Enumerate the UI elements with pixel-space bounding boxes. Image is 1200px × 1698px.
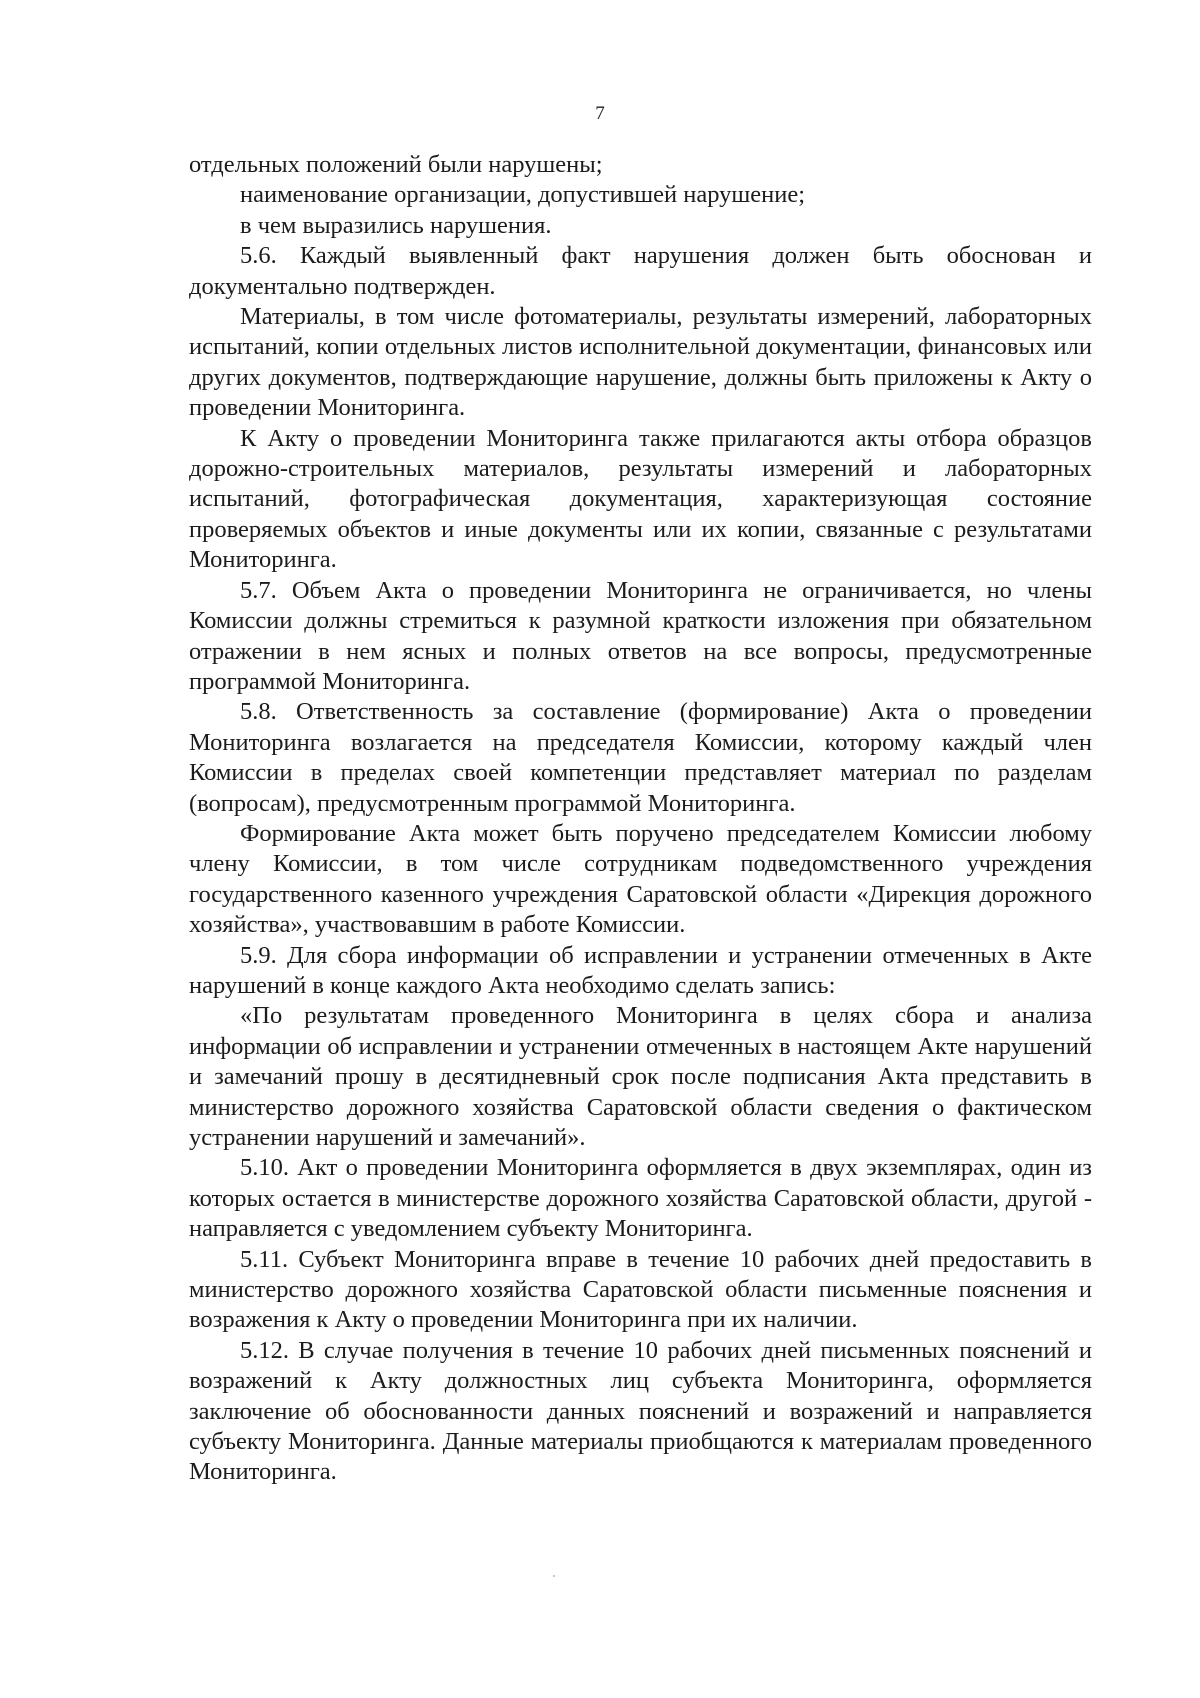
document-body [189, 150, 1092, 1488]
paragraph-attachments: К Акту о проведении Мониторинга также прилагаются акты отбора образцов дорожно-строительных материалов, результаты измерений и лабораторных испытаний, фотографическая документация, характеризующая состояние проверяемых объектов и иные документы или их копии, связанные с результатами Мониторинга. [189, 424, 1092, 574]
paragraph-5-6: 5.6. Каждый выявленный факт нарушения должен быть обоснован и документально подтвержден. [189, 242, 1092, 300]
paragraph-5-12: 5.12. В случае получения в течение 10 рабочих дней письменных пояснений и возражений к Акту должностных лиц субъекта Мониторинга, оформляется заключение об обоснованности данных пояснений и возражений и направляется субъекту Мониторинга. Данные материалы приобщаются к материалам проведенного Мониторинга. [189, 1336, 1092, 1486]
scan-artifact [553, 1575, 555, 1577]
paragraph-violation-description: в чем выразились нарушения. [240, 211, 552, 239]
page-number: 7 [595, 103, 605, 124]
paragraph-5-9: 5.9. Для сбора информации об исправлении и устранении отмеченных в Акте нарушений в конце каждого Акта необходимо сделать запись: [189, 941, 1092, 999]
paragraph-continuation: отдельных положений были нарушены; [189, 151, 603, 178]
paragraph-quoted-record: «По результатам проведенного Мониторинга в целях сбора и анализа информации об исправлении и устранении отмеченных в настоящем Акте нарушений и замечаний прошу в десятидневный срок после подписания Акта представить в министерство дорожного хозяйства Саратовской области сведения о фактическом устранении нарушений и замечаний». [189, 1002, 1092, 1151]
paragraph-materials: Материалы, в том числе фотоматериалы, результаты измерений, лабораторных испытаний, копии отдельных листов исполнительной документации, финансовых или других документов, подтверждающие нарушение, должны быть приложены к Акту о проведении Мониторинга. [189, 303, 1092, 422]
paragraph-organization-name: наименование организации, допустившей нарушение; [240, 181, 806, 209]
paragraph-5-10: 5.10. Акт о проведении Мониторинга оформляется в двух экземплярах, один из которых остается в министерстве дорожного хозяйства Саратовской области, другой - направляется с уведомлением субъекту Мониторинга. [189, 1154, 1092, 1243]
paragraph-act-formation: Формирование Акта может быть поручено председателем Комиссии любому члену Комиссии, в том числе сотрудникам подведомственного учреждения государственного казенного учреждения Саратовской области «Дирекция дорожного хозяйства», участвовавшим в работе Комиссии. [189, 819, 1092, 939]
paragraph-5-11: 5.11. Субъект Мониторинга вправе в течение 10 рабочих дней предоставить в министерство дорожного хозяйства Саратовской области письменные пояснения и возражения к Акту о проведении Мониторинга при их наличии. [189, 1245, 1092, 1334]
paragraph-5-8: 5.8. Ответственность за составление (формирование) Акта о проведении Мониторинга возлагается на председателя Комиссии, которому каждый член Комиссии в пределах своей компетенции представляет материал по разделам (вопросам), предусмотренным программой Мониторинга. [189, 698, 1092, 817]
paragraph-5-7: 5.7. Объем Акта о проведении Мониторинга не ограничивается, но члены Комиссии должны стремиться к разумной краткости изложения при обязательном отражении в нем ясных и полных ответов на все вопросы, предусмотренные программой Мониторинга. [189, 576, 1092, 695]
